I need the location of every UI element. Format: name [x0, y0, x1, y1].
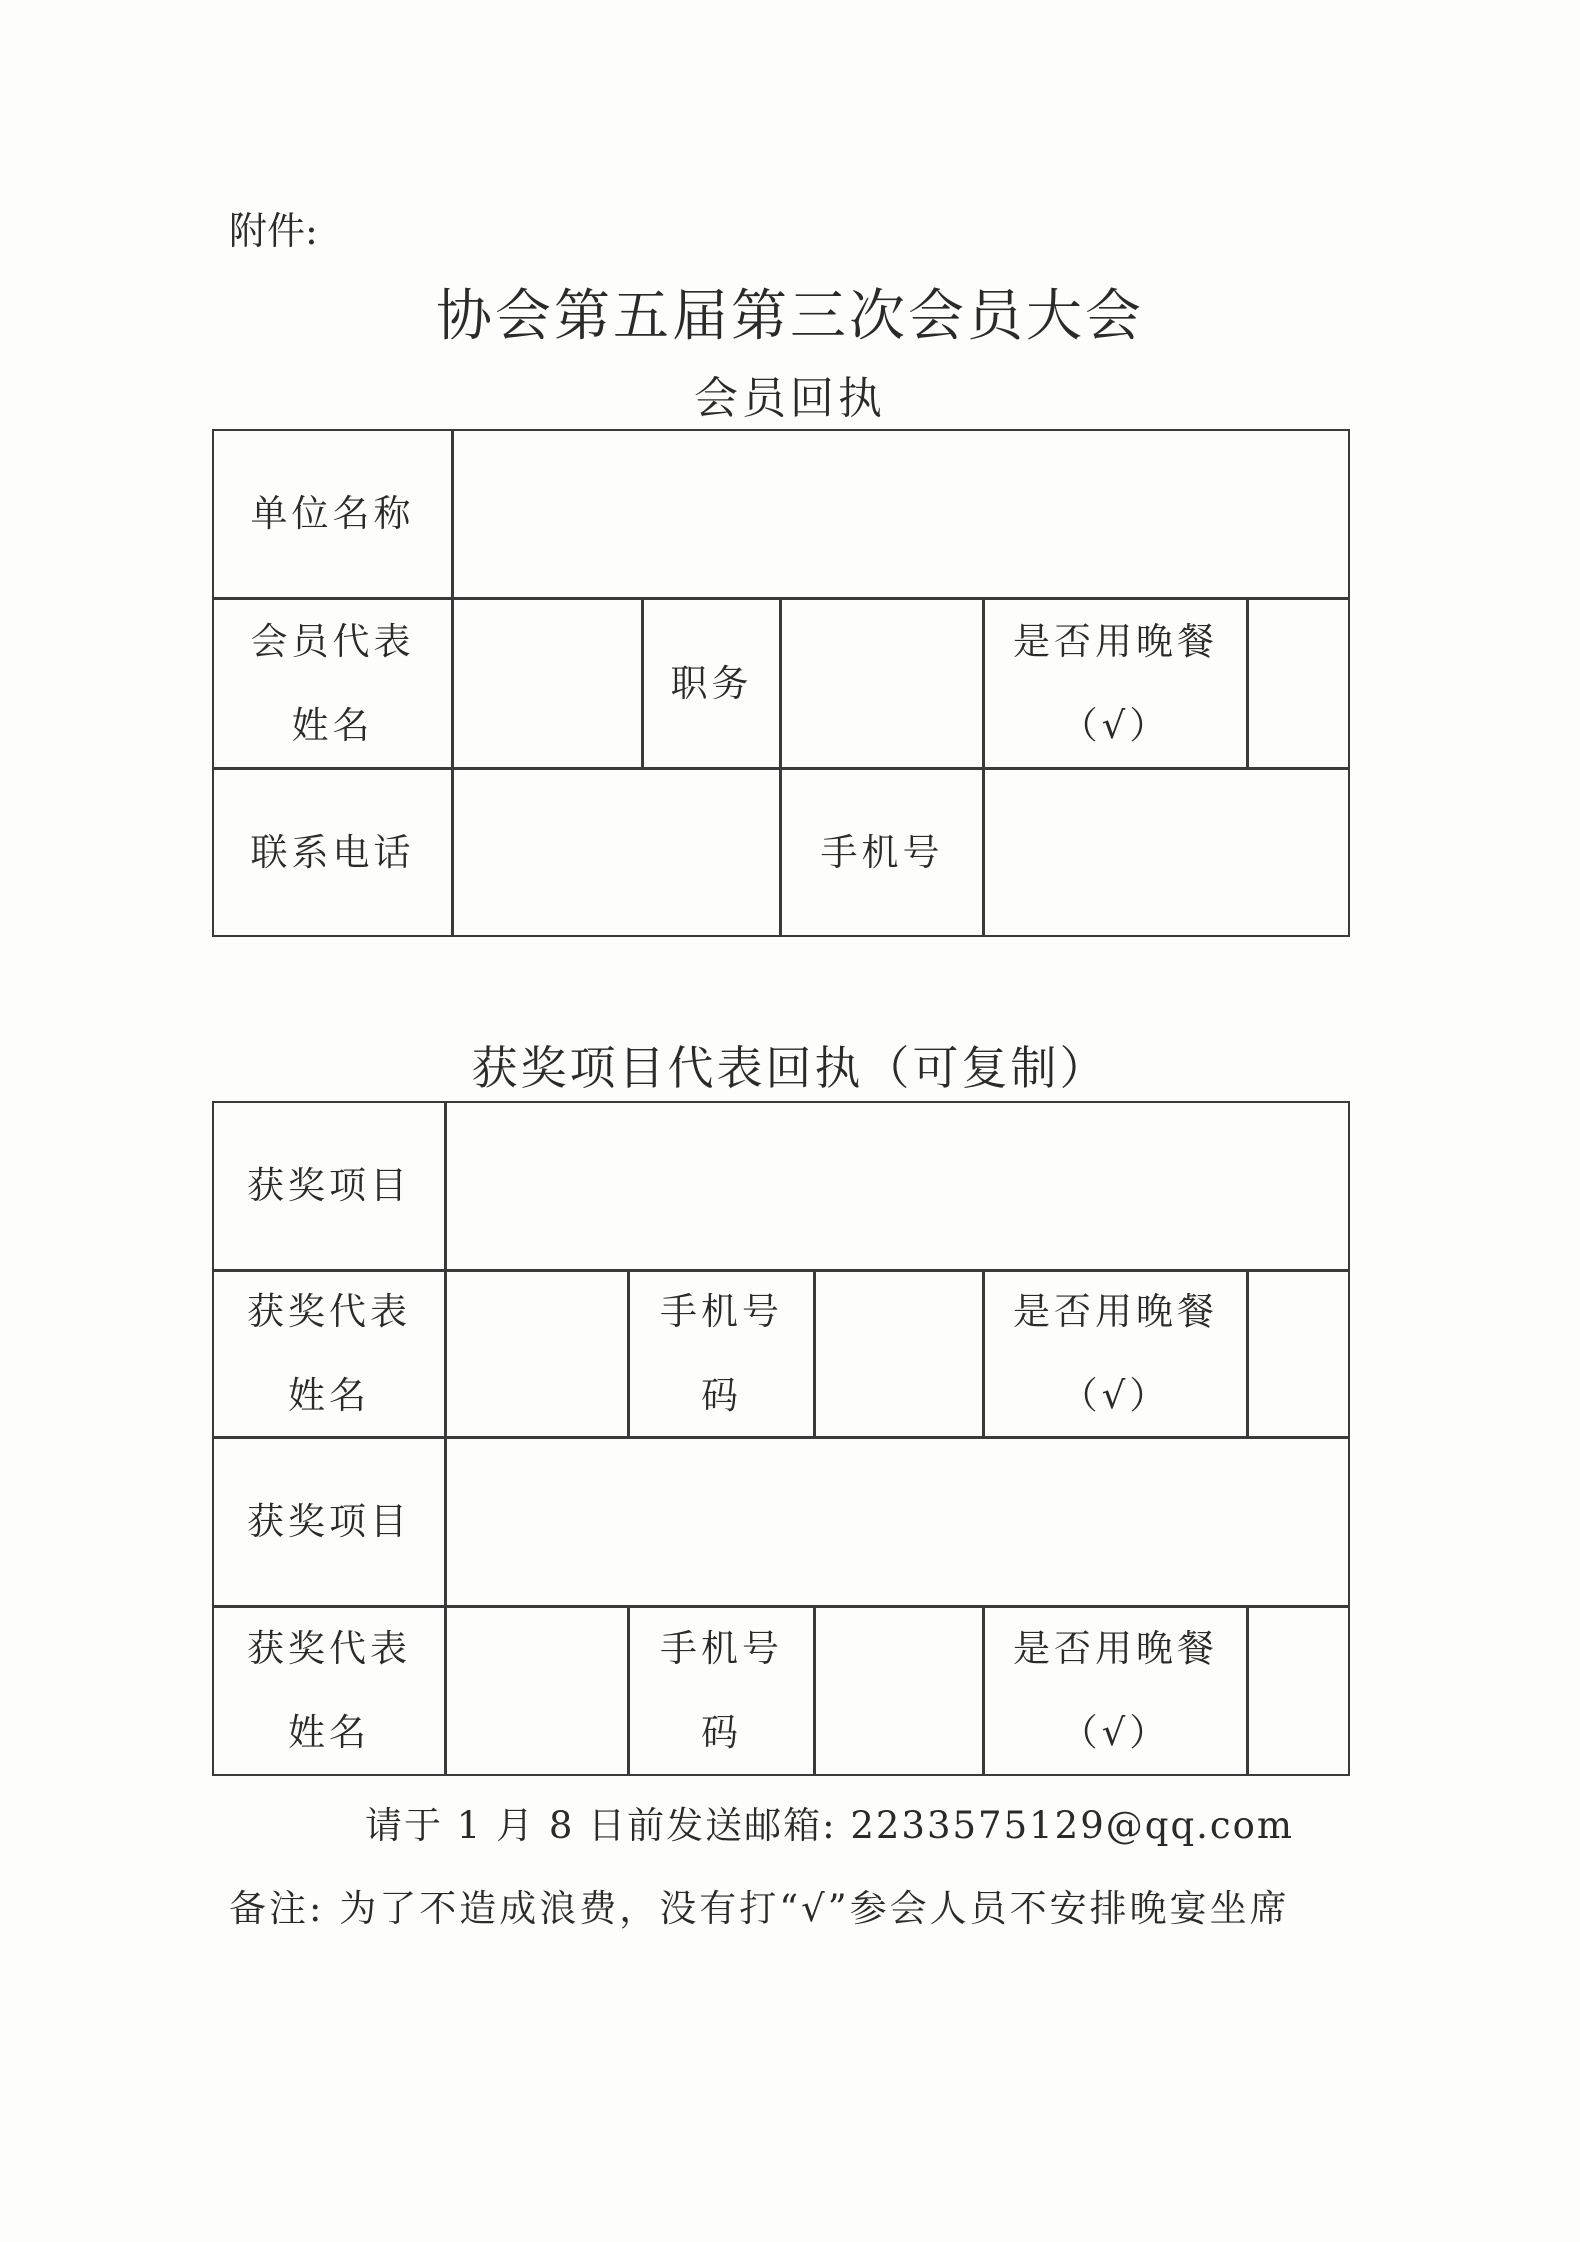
award-form-subtitle: 获奖项目代表回执（可复制）	[471, 1041, 1109, 1095]
award-project-label: 获奖项目	[212, 1101, 446, 1271]
award-mobile-field[interactable]	[814, 1270, 984, 1438]
award-dinner-label	[983, 1270, 1248, 1438]
award-dinner-line1: 是否用晚餐	[1013, 1290, 1218, 1333]
rep-name-line2: 姓名	[291, 703, 374, 747]
unit-name-field[interactable]	[452, 429, 1350, 599]
award-rep-line1: 获奖代表	[247, 1627, 411, 1670]
phone-field[interactable]	[452, 768, 781, 937]
position-field[interactable]	[780, 598, 984, 769]
award-project-field[interactable]	[445, 1101, 1350, 1271]
award-rep-line2: 姓名	[288, 1711, 370, 1754]
award-mobile-line2: 码	[701, 1711, 742, 1754]
award-mobile-line1: 手机号	[660, 1627, 783, 1670]
award-rep-line1: 获奖代表	[247, 1290, 411, 1333]
rep-name-field[interactable]	[452, 598, 643, 769]
award-mobile-line2: 码	[701, 1374, 742, 1417]
rep-name-label	[212, 598, 453, 769]
note-text: 备注: 为了不造成浪费，没有打“√”参会人员不安排晚宴坐席	[229, 1887, 1290, 1930]
position-label: 职务	[642, 598, 781, 769]
unit-name-label: 单位名称	[212, 429, 453, 599]
member-form-subtitle: 会员回执	[694, 373, 886, 424]
award-rep-field-2[interactable]	[445, 1606, 629, 1776]
award-rep-field[interactable]	[445, 1270, 629, 1438]
dinner-checkbox[interactable]	[1247, 598, 1350, 769]
award-mobile-line1: 手机号	[660, 1290, 783, 1333]
attachment-label: 附件:	[229, 209, 318, 253]
dinner-label	[983, 598, 1248, 769]
award-rep-label-2	[212, 1606, 446, 1776]
dinner-line2: （√）	[1060, 703, 1171, 747]
document-title: 协会第五届第三次会员大会	[436, 284, 1144, 349]
award-rep-label	[212, 1270, 446, 1438]
award-dinner-checkbox-2[interactable]	[1247, 1606, 1350, 1776]
award-dinner-line2: （√）	[1060, 1711, 1171, 1754]
phone-label: 联系电话	[212, 768, 453, 937]
award-mobile-label-2	[628, 1606, 815, 1776]
award-mobile-field-2[interactable]	[814, 1606, 984, 1776]
mobile-field[interactable]	[983, 768, 1350, 937]
award-dinner-label-2	[983, 1606, 1248, 1776]
award-dinner-line2: （√）	[1060, 1374, 1171, 1417]
award-dinner-line1: 是否用晚餐	[1013, 1627, 1218, 1670]
award-rep-line2: 姓名	[288, 1374, 370, 1417]
award-dinner-checkbox[interactable]	[1247, 1270, 1350, 1438]
deadline-text: 请于 1 月 8 日前发送邮箱: 2233575129@qq.com	[365, 1804, 1294, 1847]
rep-name-line1: 会员代表	[250, 619, 415, 663]
dinner-line1: 是否用晚餐	[1013, 619, 1218, 663]
mobile-label: 手机号	[780, 768, 984, 937]
award-mobile-label	[628, 1270, 815, 1438]
award-project-label-2: 获奖项目	[212, 1437, 446, 1607]
award-project-field-2[interactable]	[445, 1437, 1350, 1607]
